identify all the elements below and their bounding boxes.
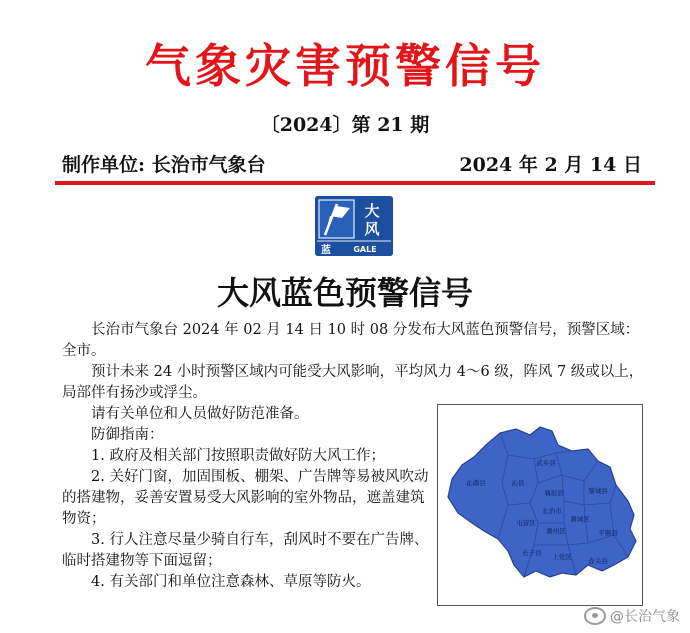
icon-english-label: GALE [353, 245, 377, 254]
document-title: 气象灾害预警信号 [145, 39, 545, 93]
warning-paragraph-2: 预计未来 24 小时预警区域内可能受大风影响，平均风力 4～6 级，阵风 7 级或以上，局部伴有扬沙或浮尘。 [62, 364, 644, 401]
issue-date: 2024 年 2 月 14 日 [459, 154, 642, 176]
map-label: 长子县 [522, 549, 542, 557]
map-label: 平顺县 [598, 529, 618, 537]
map-label: 武乡县 [536, 459, 556, 467]
warning-paragraph-1: 长治市气象台 2024 年 02 月 14 日 10 时 08 分发布大风蓝色预警信号，预警区域：全市。 [62, 322, 640, 359]
warning-area-map [437, 404, 643, 606]
map-label: 潞州区 [546, 527, 566, 535]
map-region-shape [448, 427, 636, 577]
map-label: 沁县 [511, 479, 525, 487]
guidelines-title: 防御指南： [91, 427, 164, 443]
map-label: 长治市 [542, 507, 562, 515]
gale-warning-icon [315, 196, 393, 256]
issue-number: 〔2024〕第 21 期 [260, 114, 430, 136]
map-label: 潞城区 [570, 515, 590, 523]
map-label: 黎城县 [588, 487, 608, 495]
guideline-item-4: 4. 有关部门和单位注意森林、草原等防火。 [91, 574, 371, 590]
guideline-item-3: 3. 行人注意尽量少骑自行车，刮风时不要在广告牌、临时搭建物等下面逗留； [62, 532, 429, 569]
warning-title: 大风蓝色预警信号 [216, 274, 473, 312]
warning-paragraph-3: 请有关单位和人员做好防范准备。 [91, 406, 309, 422]
icon-bottom-char: 风 [364, 220, 380, 238]
map-label: 上党区 [552, 553, 572, 561]
map-label: 襄垣县 [544, 489, 564, 497]
icon-color-label: 蓝 [321, 245, 331, 256]
guideline-item-2: 2. 关好门窗，加固围板、棚架、广告牌等易被风吹动的搭建物，妥善安置易受大风影响的室外物品，遮盖建筑物资； [62, 469, 429, 527]
weibo-watermark [584, 606, 680, 626]
icon-top-char: 大 [364, 202, 380, 220]
map-label: 沁源县 [466, 479, 486, 487]
header-divider [55, 181, 655, 185]
map-label: 壶关县 [588, 557, 608, 565]
issuing-unit: 制作单位: 长治市气象台 [62, 154, 266, 176]
map-label: 屯留区 [516, 519, 536, 527]
guideline-item-1: 1. 政府及相关部门按照职责做好防大风工作； [91, 448, 385, 464]
weibo-icon [584, 607, 606, 625]
watermark-text: @长治气象 [610, 609, 680, 625]
